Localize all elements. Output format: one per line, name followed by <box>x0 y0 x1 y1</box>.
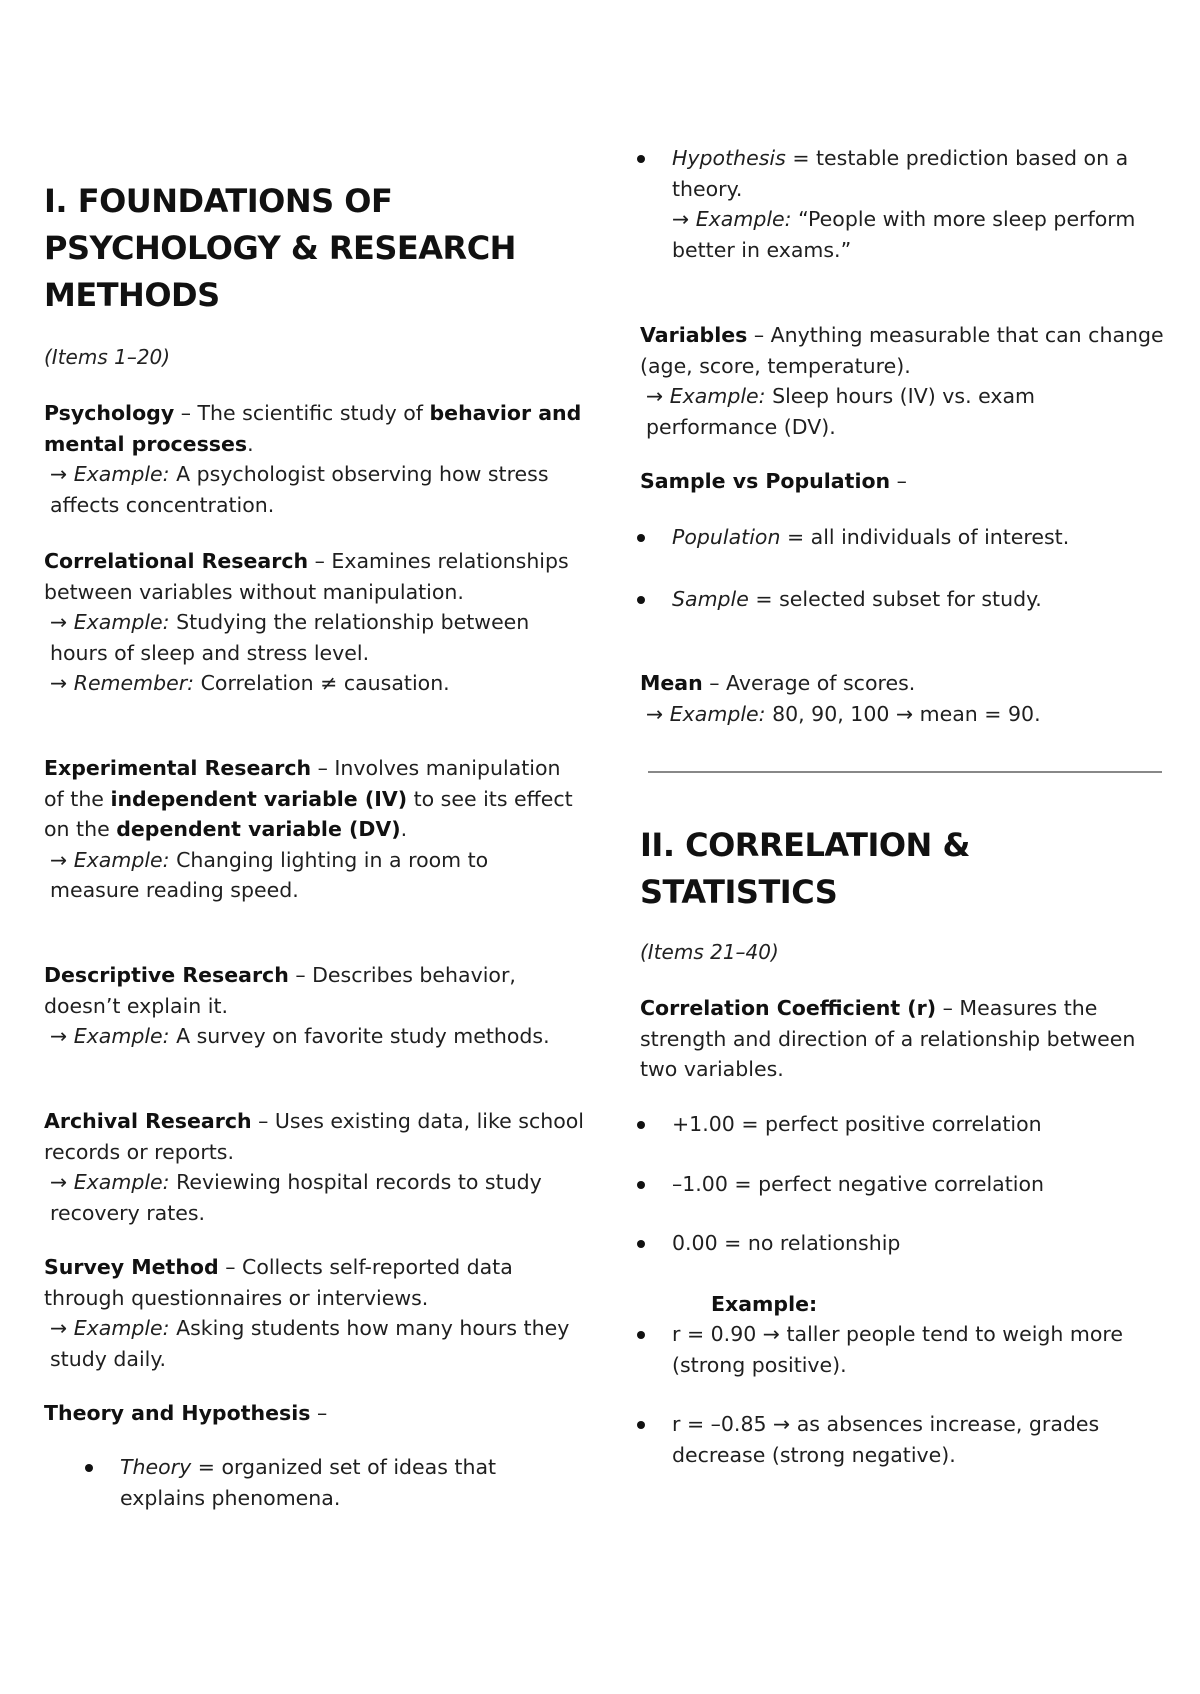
term-label: Survey Method <box>44 1255 219 1279</box>
title-line: PSYCHOLOGY & RESEARCH <box>44 229 516 267</box>
list-item: +1.00 = perfect positive correlation <box>596 1109 1156 1140</box>
term-label: Descriptive Research <box>44 963 289 987</box>
entry-survey-method: Survey Method – Collects self-reported data through questionnaires or interviews. → Example: Asking students how many hours they study daily. <box>44 1252 584 1374</box>
list-item: Population = all individuals of interest. <box>596 522 1156 553</box>
title-line: II. CORRELATION & <box>640 826 970 864</box>
bullet-dot <box>637 1121 645 1129</box>
hypothesis-bullet-list <box>596 143 1156 265</box>
term-label: Mean <box>640 671 703 695</box>
entry-mean: Mean – Average of scores. → Example: 80, 90, 100 → mean = 90. <box>640 668 1165 729</box>
term-label: Archival Research <box>44 1109 252 1133</box>
sample-bullet-list <box>596 584 1156 615</box>
remember-line: → Remember: Correlation ≠ causation. <box>50 671 450 695</box>
example-line: → Example: 80, 90, 100 → mean = 90. <box>646 701 1041 726</box>
example-line: → Example: A survey on favorite study methods. <box>50 1024 550 1048</box>
section-1-title <box>44 178 584 319</box>
list-item: Hypothesis = testable prediction based on a theory. → Example: “People with more sleep perform better in exams.” <box>596 143 1156 265</box>
list-item: r = 0.90 → taller people tend to weigh more (strong positive). <box>596 1319 1156 1380</box>
title-line: I. FOUNDATIONS OF <box>44 182 393 220</box>
population-bullet-list <box>596 522 1156 553</box>
entry-archival-research: Archival Research – Uses existing data, like school records or reports. → Example: Reviewing hospital records to study recovery rates. <box>44 1106 584 1228</box>
list-item: –1.00 = perfect negative correlation <box>596 1169 1156 1200</box>
entry-variables: Variables – Anything measurable that can change (age, score, temperature). → Example: Sleep hours (IV) vs. exam performance (DV). <box>640 320 1165 442</box>
term-label: Experimental Research <box>44 756 312 780</box>
entry-correlational-research: Correlational Research – Examines relationships between variables without manipulation. → Example: Studying the relationship between hours of sleep and stress level. → Remember: Correlation ≠ causation. <box>44 546 584 699</box>
term-label: Variables <box>640 323 748 347</box>
example-line: → Example: Reviewing hospital records to study recovery rates. <box>50 1170 542 1225</box>
theory-bullet-list <box>44 1452 584 1513</box>
bullet-dot <box>637 534 645 542</box>
entry-correlation-coefficient: Correlation Coefficient (r) – Measures the strength and direction of a relationship between two variables. <box>640 996 1136 1081</box>
example-line: → Example: A psychologist observing how stress affects concentration. <box>50 462 549 517</box>
bold-phrase: independent variable (IV) <box>110 786 408 811</box>
section-2-range: (Items 21–40) <box>640 940 779 964</box>
entry-psychology: Psychology – The scientific study of behavior and mental processes. → Example: A psychologist observing how stress affects concentration. <box>44 398 584 520</box>
entry-theory-and-hypothesis: Theory and Hypothesis – <box>44 1401 328 1425</box>
term-label: Correlational Research <box>44 549 309 573</box>
list-item: Sample = selected subset for study. <box>596 584 1156 615</box>
example-line: → Example: Sleep hours (IV) vs. exam performance (DV). <box>646 384 1036 439</box>
section-divider <box>648 771 1162 773</box>
list-item: r = –0.85 → as absences increase, grades decrease (strong negative). <box>596 1409 1156 1470</box>
bullet-dot <box>637 155 645 163</box>
bullet-dot <box>637 596 645 604</box>
example-line: → Example: Studying the relationship between hours of sleep and stress level. <box>50 610 530 665</box>
bullet-dot <box>637 1240 645 1248</box>
list-item: Theory = organized set of ideas that explains phenomena. <box>44 1452 584 1513</box>
bullet-dot <box>637 1421 645 1429</box>
bullet-dot <box>85 1464 93 1472</box>
example-heading: Example: <box>711 1292 818 1316</box>
title-line: METHODS <box>44 276 220 314</box>
bullet-dot <box>637 1331 645 1339</box>
bold-phrase: behavior and mental processes <box>44 401 582 456</box>
coefficient-values-list <box>596 1109 1156 1259</box>
term-label: Psychology <box>44 401 175 425</box>
entry-descriptive-research: Descriptive Research – Describes behavior, doesn’t explain it. → Example: A survey on favorite study methods. <box>44 960 584 1052</box>
example-line: → Example: Changing lighting in a room to measure reading speed. <box>50 847 489 902</box>
entry-experimental-research: Experimental Research – Involves manipulation of the independent variable (IV) to see its effect on the dependent variable (DV). → Example: Changing lighting in a room to measure reading speed. <box>44 753 584 906</box>
term-label: Sample vs Population <box>640 469 891 493</box>
term-label: Theory and Hypothesis <box>44 1401 311 1425</box>
section-2-title <box>640 822 1170 916</box>
bullet-dot <box>637 1181 645 1189</box>
list-item: 0.00 = no relationship <box>596 1228 1156 1259</box>
bold-phrase: dependent variable (DV) <box>116 817 401 841</box>
coefficient-examples-list <box>596 1319 1156 1470</box>
section-1-range: (Items 1–20) <box>44 345 171 369</box>
title-line: STATISTICS <box>640 873 838 911</box>
term-label: Correlation Coefficient (r) <box>640 996 937 1020</box>
example-line: → Example: Asking students how many hours they study daily. <box>50 1316 570 1371</box>
entry-sample-vs-population: Sample vs Population – <box>640 469 907 493</box>
